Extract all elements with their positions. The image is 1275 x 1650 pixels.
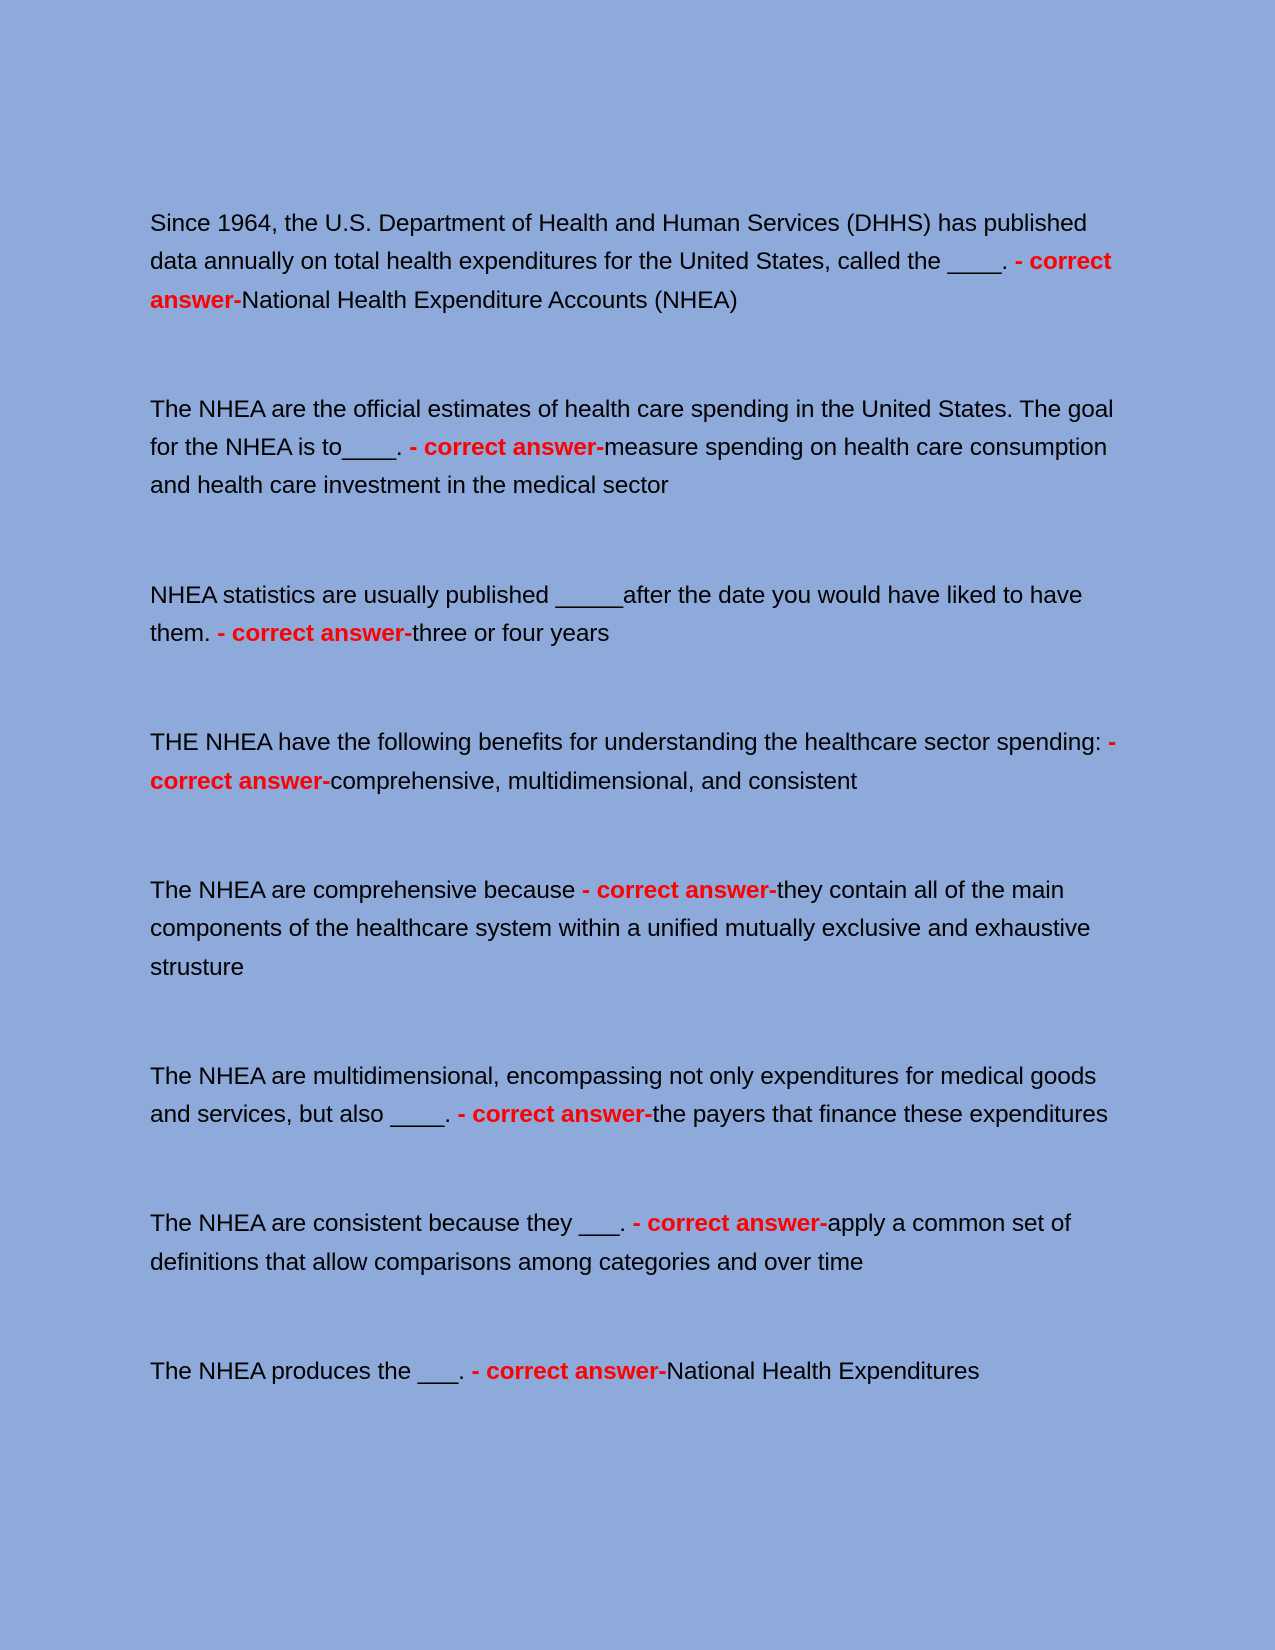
question-text: THE NHEA have the following benefits for understanding the healthcare sector spending: xyxy=(150,729,1109,757)
qa-item-3 xyxy=(150,577,1125,654)
answer-text: comprehensive, multidimensional, and consistent xyxy=(330,767,858,795)
qa-item-1 xyxy=(150,205,1125,320)
correct-answer-marker: - correct answer- xyxy=(150,248,1112,314)
correct-answer-marker: - correct answer- xyxy=(632,1210,828,1238)
qa-item-2 xyxy=(150,391,1125,506)
question-text: The NHEA are the official estimates of health care spending in the United States. The goal for the NHEA is to____. xyxy=(150,395,1114,462)
answer-text: measure spending on health care consumption and health care investment in the medical sector xyxy=(150,434,1108,500)
question-text: The NHEA produces the ___. xyxy=(150,1358,472,1386)
answer-text: National Health Expenditure Accounts (NHEA) xyxy=(241,286,738,314)
answer-text: three or four years xyxy=(412,620,610,648)
question-text: Since 1964, the U.S. Department of Health and Human Services (DHHS) has published data annually on total health expenditures for the United States, called the ____. xyxy=(150,210,1088,276)
answer-text: apply a common set of definitions that allow comparisons among categories and over time xyxy=(150,1210,1071,1276)
qa-item-7 xyxy=(150,1205,1125,1282)
question-text: The NHEA are comprehensive because xyxy=(150,876,582,904)
correct-answer-marker: - correct answer- xyxy=(471,1358,667,1386)
answer-text: the payers that finance these expenditures xyxy=(652,1101,1108,1129)
qa-item-8 xyxy=(150,1353,1125,1391)
answer-text: they contain all of the main components of the healthcare system within a unified mutually exclusive and exhaustive strusture xyxy=(150,876,1091,981)
qa-item-6 xyxy=(150,1058,1125,1135)
correct-answer-marker: - correct answer- xyxy=(150,729,1117,795)
correct-answer-marker: - correct answer- xyxy=(581,876,777,904)
qa-item-4 xyxy=(150,724,1125,801)
correct-answer-marker: - correct answer- xyxy=(409,434,605,462)
question-text: NHEA statistics are usually published _____after the date you would have liked to have them. xyxy=(150,581,1083,648)
answer-text: National Health Expenditures xyxy=(666,1358,980,1386)
correct-answer-marker: - correct answer- xyxy=(217,620,413,648)
question-text: The NHEA are multidimensional, encompassing not only expenditures for medical goods and services, but also ____. xyxy=(150,1062,1097,1129)
qa-item-5 xyxy=(150,872,1125,987)
correct-answer-marker: - correct answer- xyxy=(457,1101,653,1129)
question-text: The NHEA are consistent because they ___. xyxy=(150,1210,633,1238)
